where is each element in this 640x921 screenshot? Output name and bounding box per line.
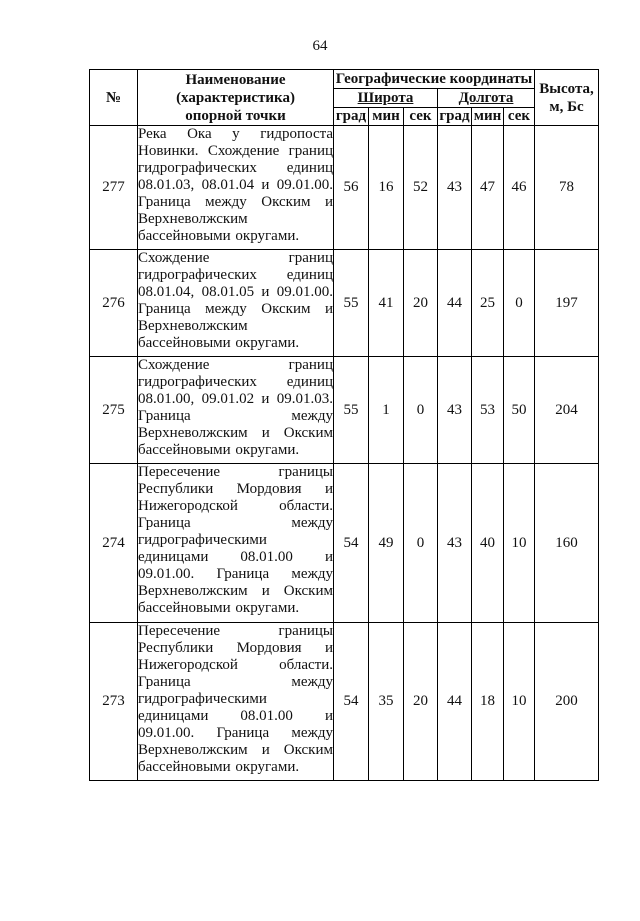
lat-minutes: 16: [369, 126, 404, 250]
row-description: Пересечение границы Республики Мордовия и Нижегородской области. Граница между гидрографическими единицами 08.01.00 и 09.01.00. Граница между Верхневолжским и Окским бассейновыми округами.: [138, 464, 334, 623]
header-unit-lon-sec: сек: [504, 108, 535, 126]
lon-seconds: 10: [504, 623, 535, 781]
lat-seconds: 0: [404, 464, 438, 623]
row-description: Схождение границ гидрографических единиц 08.01.00, 09.01.02 и 09.01.03. Граница между Верхневолжским и Окским бассейновыми округами.: [138, 357, 334, 464]
table-row: [90, 623, 599, 781]
lon-degrees: 43: [438, 126, 472, 250]
row-number: 277: [90, 126, 138, 250]
lat-degrees: 54: [334, 464, 369, 623]
lon-seconds: 0: [504, 250, 535, 357]
header-geo-coordinates: Географические координаты: [334, 70, 535, 89]
row-number: 274: [90, 464, 138, 623]
lat-minutes: 1: [369, 357, 404, 464]
reference-points-table: [89, 69, 599, 781]
lon-degrees: 43: [438, 464, 472, 623]
lon-minutes: 53: [472, 357, 504, 464]
lon-seconds: 46: [504, 126, 535, 250]
height-value: 197: [535, 250, 599, 357]
header-unit-lon-min: мин: [472, 108, 504, 126]
lat-seconds: 0: [404, 357, 438, 464]
row-number: 275: [90, 357, 138, 464]
row-description: Пересечение границы Республики Мордовия и Нижегородской области. Граница между гидрографическими единицами 08.01.00 и 09.01.00. Граница между Верхневолжским и Окским бассейновыми округами.: [138, 623, 334, 781]
header-name-line: опорной точки: [185, 107, 286, 124]
row-number: 276: [90, 250, 138, 357]
lat-minutes: 49: [369, 464, 404, 623]
table-row: [90, 250, 599, 357]
header-height: Высота, м, Бс: [535, 70, 599, 126]
lat-minutes: 41: [369, 250, 404, 357]
height-value: 200: [535, 623, 599, 781]
header-unit-lat-min: мин: [369, 108, 404, 126]
lon-minutes: 40: [472, 464, 504, 623]
header-longitude: [438, 89, 535, 108]
header-longitude-label: Долгота: [458, 89, 514, 106]
header-latitude-label: Широта: [357, 89, 414, 106]
table-row: [90, 357, 599, 464]
header-name-line: Наименование: [185, 71, 286, 88]
lon-seconds: 50: [504, 357, 535, 464]
header-latitude: [334, 89, 438, 108]
lat-seconds: 20: [404, 250, 438, 357]
lon-minutes: 25: [472, 250, 504, 357]
table-row: [90, 126, 599, 250]
header-unit-lat-sec: сек: [404, 108, 438, 126]
page-number: 64: [312, 38, 328, 54]
lon-minutes: 18: [472, 623, 504, 781]
lat-degrees: 55: [334, 250, 369, 357]
height-value: 160: [535, 464, 599, 623]
lon-degrees: 44: [438, 623, 472, 781]
lat-degrees: 55: [334, 357, 369, 464]
header-name-line: (характеристика): [176, 89, 295, 106]
row-number: 273: [90, 623, 138, 781]
lat-seconds: 20: [404, 623, 438, 781]
lon-minutes: 47: [472, 126, 504, 250]
table-row: [90, 464, 599, 623]
height-value: 204: [535, 357, 599, 464]
lat-seconds: 52: [404, 126, 438, 250]
lon-degrees: 43: [438, 357, 472, 464]
row-description: Река Ока у гидропоста Новинки. Схождение границ гидрографических единиц 08.01.03, 08.01.04 и 09.01.00. Граница между Окским и Верхневолжским бассейновыми округами.: [138, 126, 334, 250]
lon-degrees: 44: [438, 250, 472, 357]
row-description: Схождение границ гидрографических единиц 08.01.04, 08.01.05 и 09.01.00. Граница между Окским и Верхневолжским бассейновыми округами.: [138, 250, 334, 357]
height-value: 78: [535, 126, 599, 250]
lat-minutes: 35: [369, 623, 404, 781]
lon-seconds: 10: [504, 464, 535, 623]
lat-degrees: 54: [334, 623, 369, 781]
header-number: №: [90, 70, 138, 126]
header-unit-lat-deg: град: [334, 108, 369, 126]
lat-degrees: 56: [334, 126, 369, 250]
header-name: [138, 70, 334, 126]
header-unit-lon-deg: град: [439, 108, 470, 124]
